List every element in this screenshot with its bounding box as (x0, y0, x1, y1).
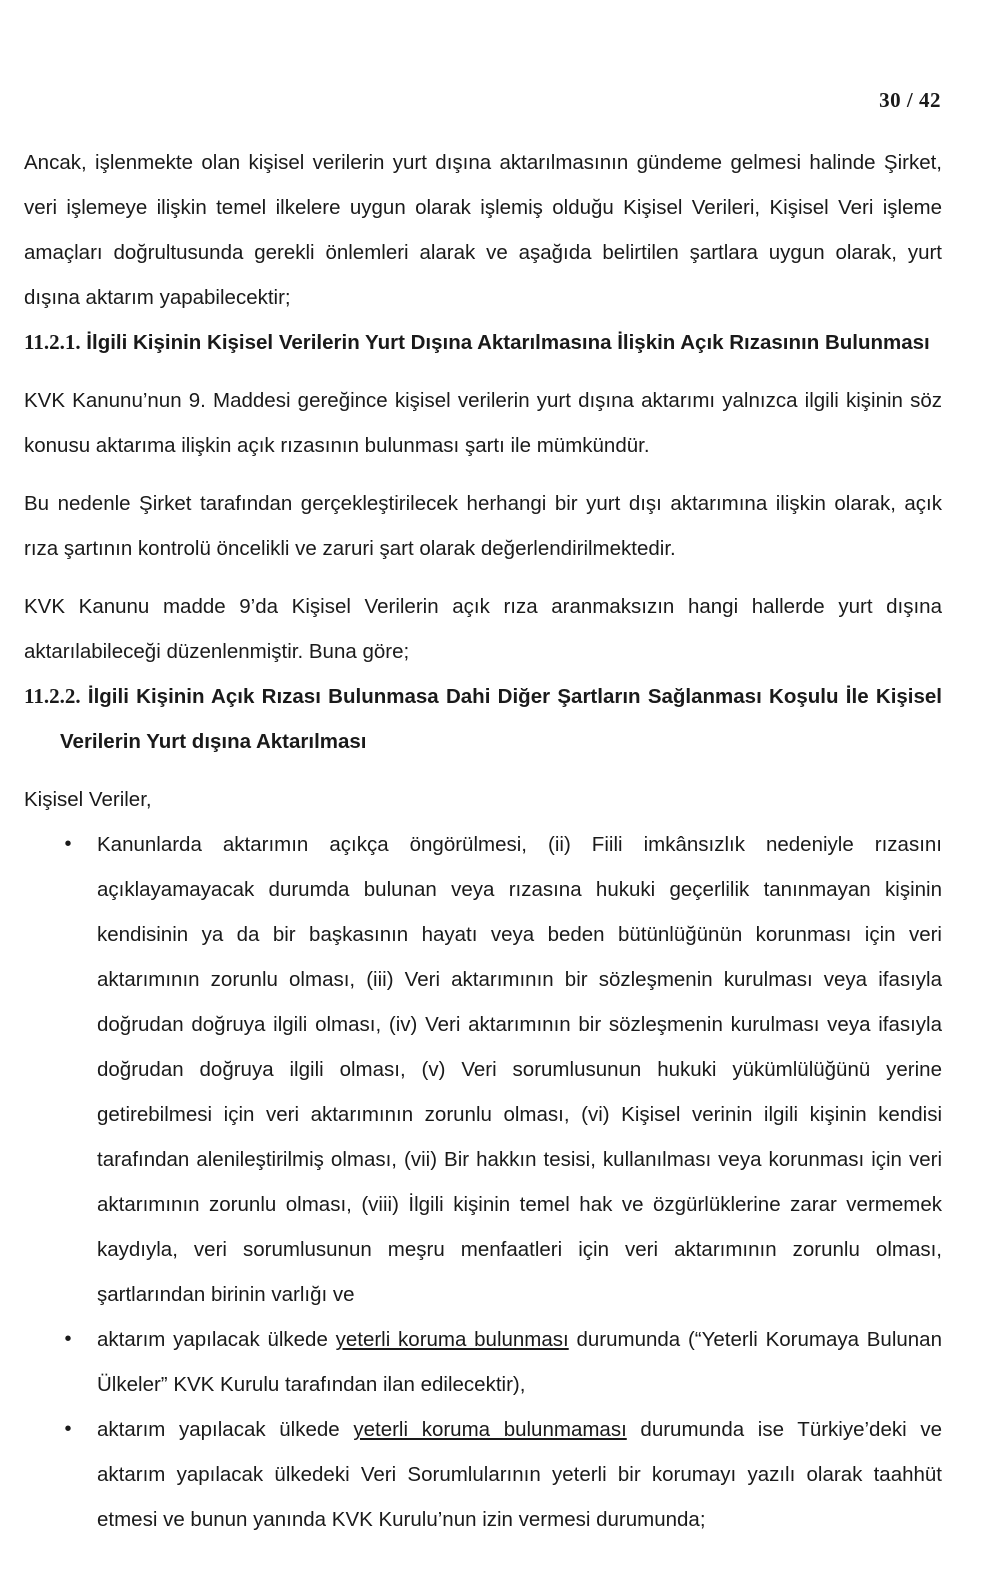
bullet-icon: • (64, 833, 72, 855)
document-body (24, 140, 942, 1542)
section-heading-11-2-1 (24, 320, 942, 365)
bullet-icon: • (64, 1328, 72, 1350)
conditions-list (24, 822, 942, 1542)
section-number: 11.2.2. (24, 684, 81, 708)
section-heading-11-2-2 (24, 674, 942, 764)
section-title: İlgili Kişinin Açık Rızası Bulunmasa Dahi Diğer Şartların Sağlanması Koşulu İle Kişisel Verilerin Yurt dışına Aktarılması (60, 685, 942, 753)
list-item-text-after: durumunda ise Türkiye’deki ve aktarım yapılacak ülkedeki Veri Sorumlularının yeterli bir korumayı yazılı olarak taahhüt etmesi ve bunun yanında KVK Kurulu’nun izin vermesi durumunda; (97, 1418, 942, 1531)
section-title: İlgili Kişinin Kişisel Verilerin Yurt Dışına Aktarılmasına İlişkin Açık Rızasının Bulunması (86, 331, 930, 354)
paragraph-kvk-article-9: KVK Kanunu’nun 9. Maddesi gereğince kişisel verilerin yurt dışına aktarımı yalnızca ilgili kişinin söz konusu aktarıma ilişkin açık rızasının bulunması şartı ile mümkündür. (24, 389, 942, 457)
paragraph-intro: Ancak, işlenmekte olan kişisel verilerin yurt dışına aktarılmasının gündeme gelmesi halinde Şirket, veri işlemeye ilişkin temel ilkelere uygun olarak işlemiş olduğu Kişisel Verileri, Kişisel Veri işleme amaçları doğrultusunda gerekli önlemleri alarak ve aşağıda belirtilen şartlara uygun olarak, yurt dışına aktarım yapabilecektir; (24, 151, 942, 309)
list-item-text-before: aktarım yapılacak ülkede (97, 1328, 336, 1351)
list-item-text-before: aktarım yapılacak ülkede (97, 1418, 354, 1441)
list-item (24, 1407, 942, 1542)
section-number: 11.2.1. (24, 330, 81, 354)
paragraph-personal-data: Kişisel Veriler, (24, 788, 152, 811)
paragraph-explicit-consent: Bu nedenle Şirket tarafından gerçekleştirilecek herhangi bir yurt dışı aktarımına ilişkin olarak, açık rıza şartının kontrolü öncelikli ve zaruri şart olarak değerlendirilmektedir. (24, 492, 942, 560)
bullet-icon: • (64, 1418, 72, 1440)
paragraph-without-consent: KVK Kanunu madde 9’da Kişisel Verilerin açık rıza aranmaksızın hangi hallerde yurt dışına aktarılabileceği düzenlenmiştir. Buna göre; (24, 595, 942, 663)
list-item-text-after: durumunda (“Yeterli Korumaya Bulunan Ülkeler” KVK Kurulu tarafından ilan edilecektir), (97, 1328, 942, 1396)
page-number: 30 / 42 (879, 88, 941, 112)
list-item (24, 822, 942, 1317)
list-item-text: Kanunlarda aktarımın açıkça öngörülmesi, (ii) Fiili imkânsızlık nedeniyle rızasını açıklayamayacak durumda bulunan veya rızasına hukuki geçerlilik tanınmayan kişinin kendisinin ya da bir başkasının hayatı veya beden bütünlüğünün korunması için veri aktarımının zorunlu olması, (iii) Veri aktarımının bir sözleşmenin kurulması veya ifasıyla doğrudan doğruya ilgili olması, (iv) Veri aktarımının bir sözleşmenin kurulması veya ifasıyla doğrudan doğruya ilgili olması, (v) Veri sorumlusunun hukuki yükümlülüğünü yerine getirebilmesi için veri aktarımının zorunlu olması, (vi) Kişisel verinin ilgili kişinin kendisi tarafından alenileştirilmiş olması, (vii) Bir hakkın tesisi, kullanılması veya korunması için veri aktarımının zorunlu olması, (viii) İlgili kişinin temel hak ve özgürlüklerine zarar vermemek kaydıyla, veri sorumlusunun meşru menfaatleri için veri aktarımının zorunlu olması, şartlarından birinin varlığı ve (97, 833, 942, 1306)
list-item (24, 1317, 942, 1407)
underlined-phrase: yeterli koruma bulunmaması (353, 1418, 627, 1441)
underlined-phrase: yeterli koruma bulunması (335, 1328, 569, 1351)
